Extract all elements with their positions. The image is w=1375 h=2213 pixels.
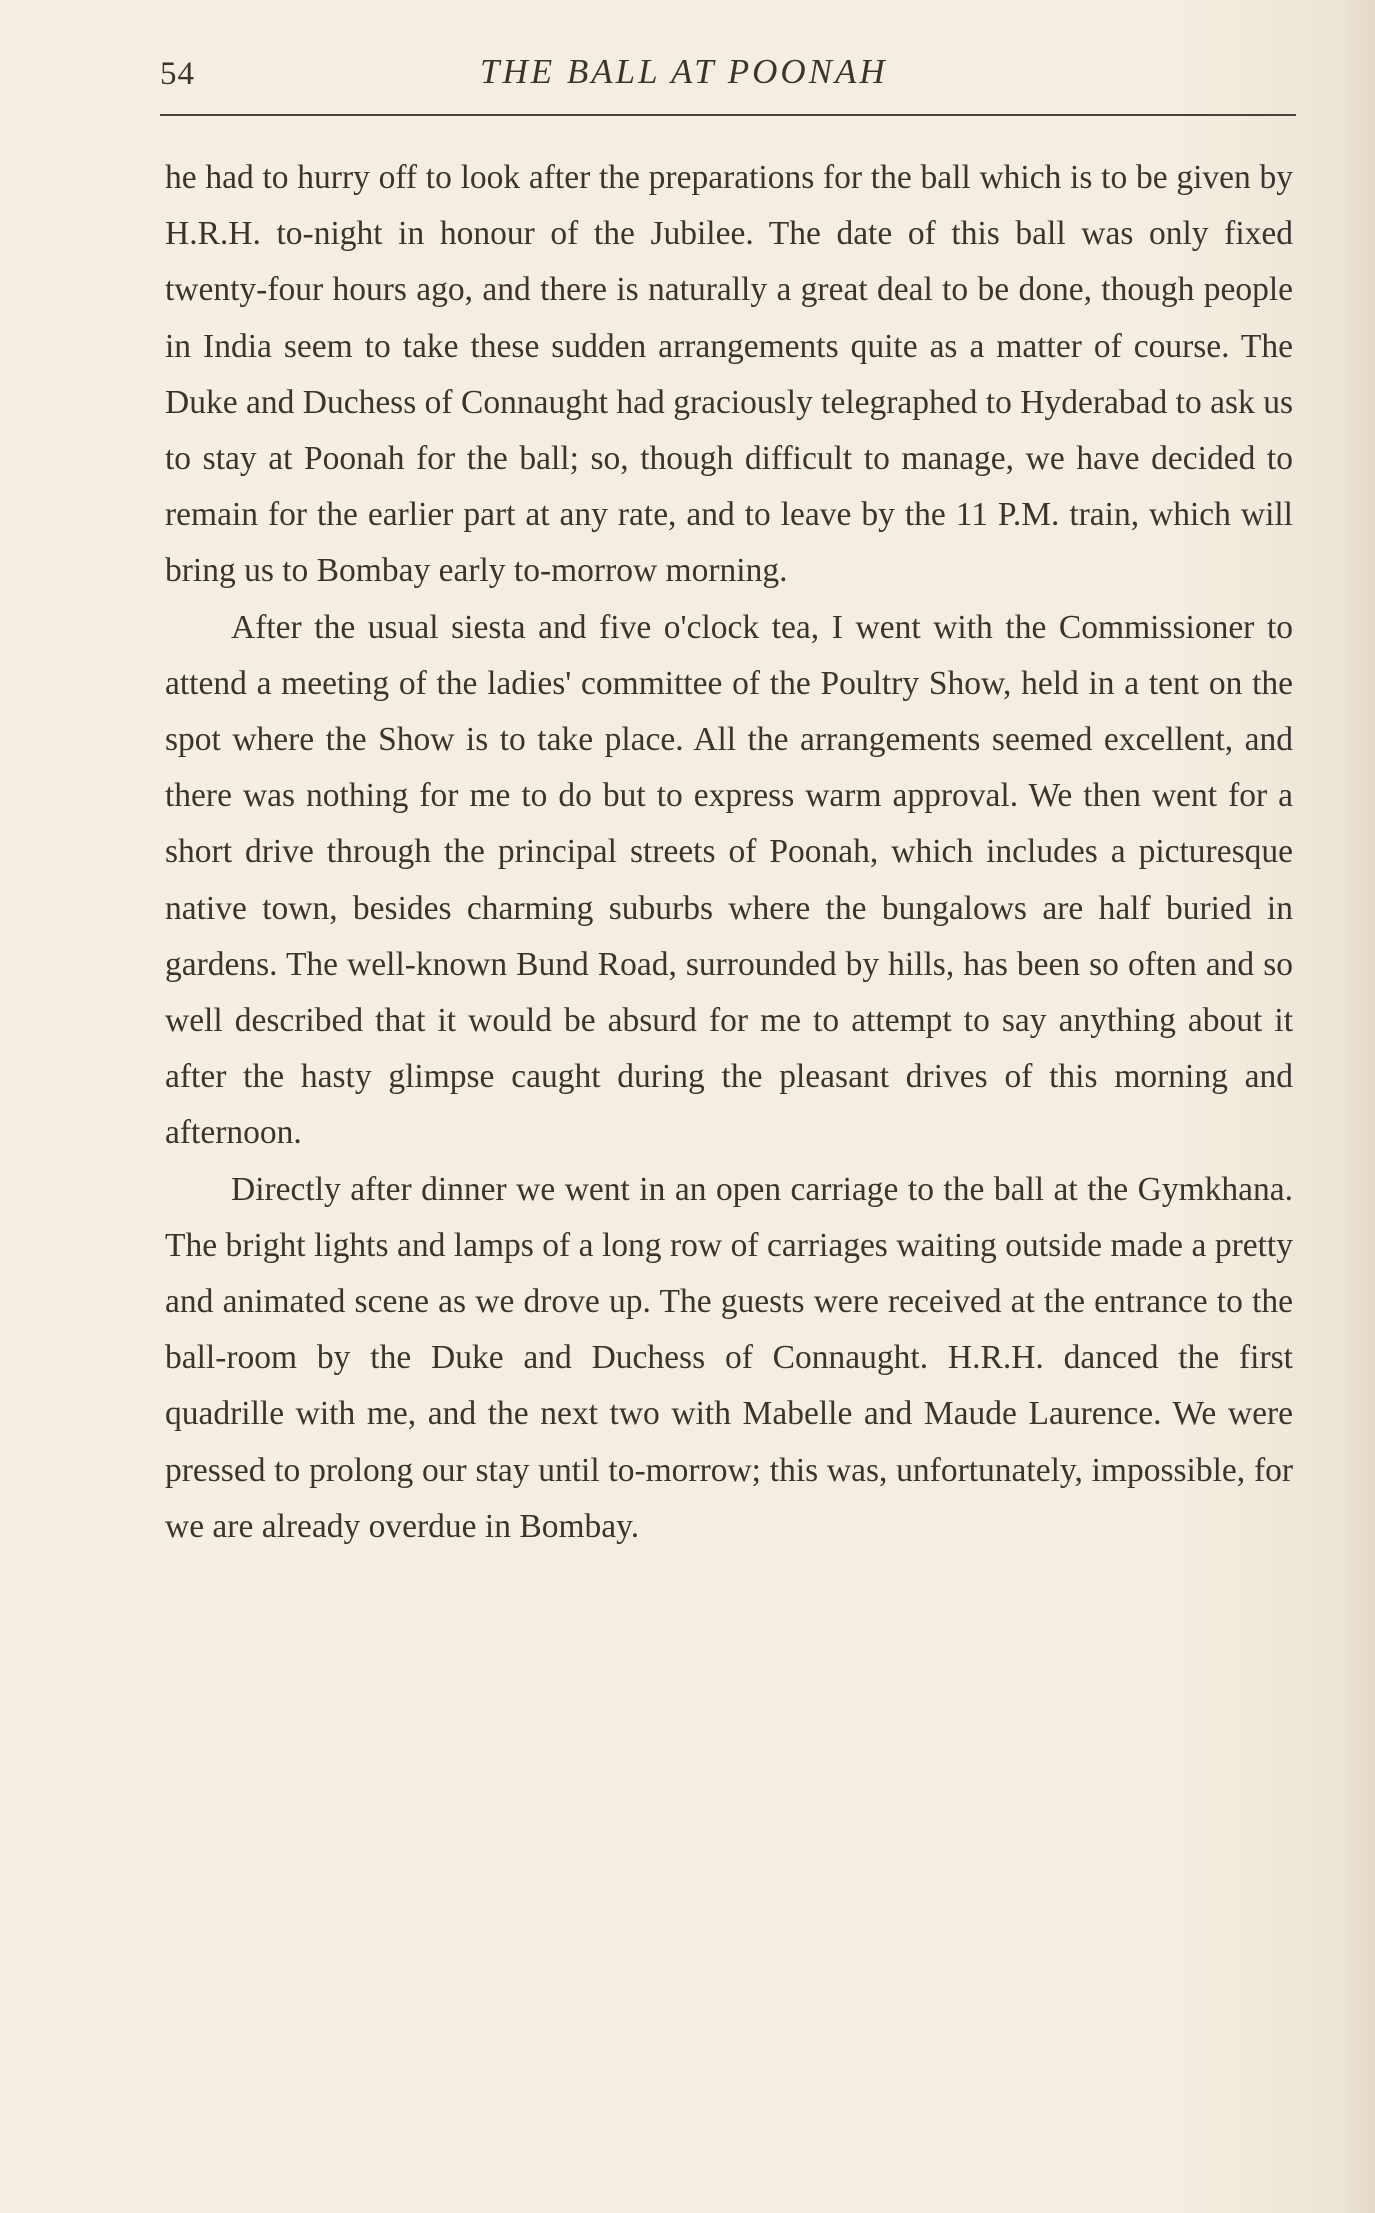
running-title: THE BALL AT POONAH (480, 52, 888, 91)
paragraph-continuation: he had to hurry off to look after the preparations for the ball which is to be given by H.R.H. to-night in honour of the Jubilee. The date of this ball was only fixed twenty-four hours ago, and there is naturally a great deal to be done, though people in India seem to take these sudden arrangements quite as a matter of course. The Duke and Duchess of Connaught had graciously telegraphed to Hyderabad to ask us to stay at Poonah for the ball; so, though difficult to manage, we have decided to remain for the earlier part at any rate, and to leave by the 11 P.M. train, which will bring us to Bombay early to-morrow morning. (165, 159, 1293, 590)
page-number: 54 (160, 56, 195, 92)
running-head (160, 48, 1296, 108)
header-rule (160, 114, 1296, 116)
body-text (165, 150, 1293, 1555)
page-edge-shading (1335, 0, 1375, 2213)
paragraph-ball-gymkhana: Directly after dinner we went in an open carriage to the ball at the Gymkhana. The bright lights and lamps of a long row of carriages waiting outside made a pretty and animated scene as we drove up. The guests were received at the entrance to the ball-room by the Duke and Duchess of Connaught. H.R.H. danced the first quadrille with me, and the next two with Mabelle and Maude Laurence. We were pressed to prolong our stay until to-morrow; this was, unfortunately, impossible, for we are already overdue in Bombay. (165, 1170, 1293, 1545)
paragraph-poultry-show: After the usual siesta and five o'clock tea, I went with the Commissioner to attend a meeting of the ladies' committee of the Poultry Show, held in a tent on the spot where the Show is to take place. All the arrangements seemed excellent, and there was nothing for me to do but to express warm approval. We then went for a short drive through the principal streets of Poonah, which includes a picturesque native town, besides charming suburbs where the bungalows are half buried in gardens. The well-known Bund Road, surrounded by hills, has been so often and so well described that it would be absurd for me to attempt to say anything about it after the hasty glimpse caught during the pleasant drives of this morning and afternoon. (165, 608, 1293, 1152)
